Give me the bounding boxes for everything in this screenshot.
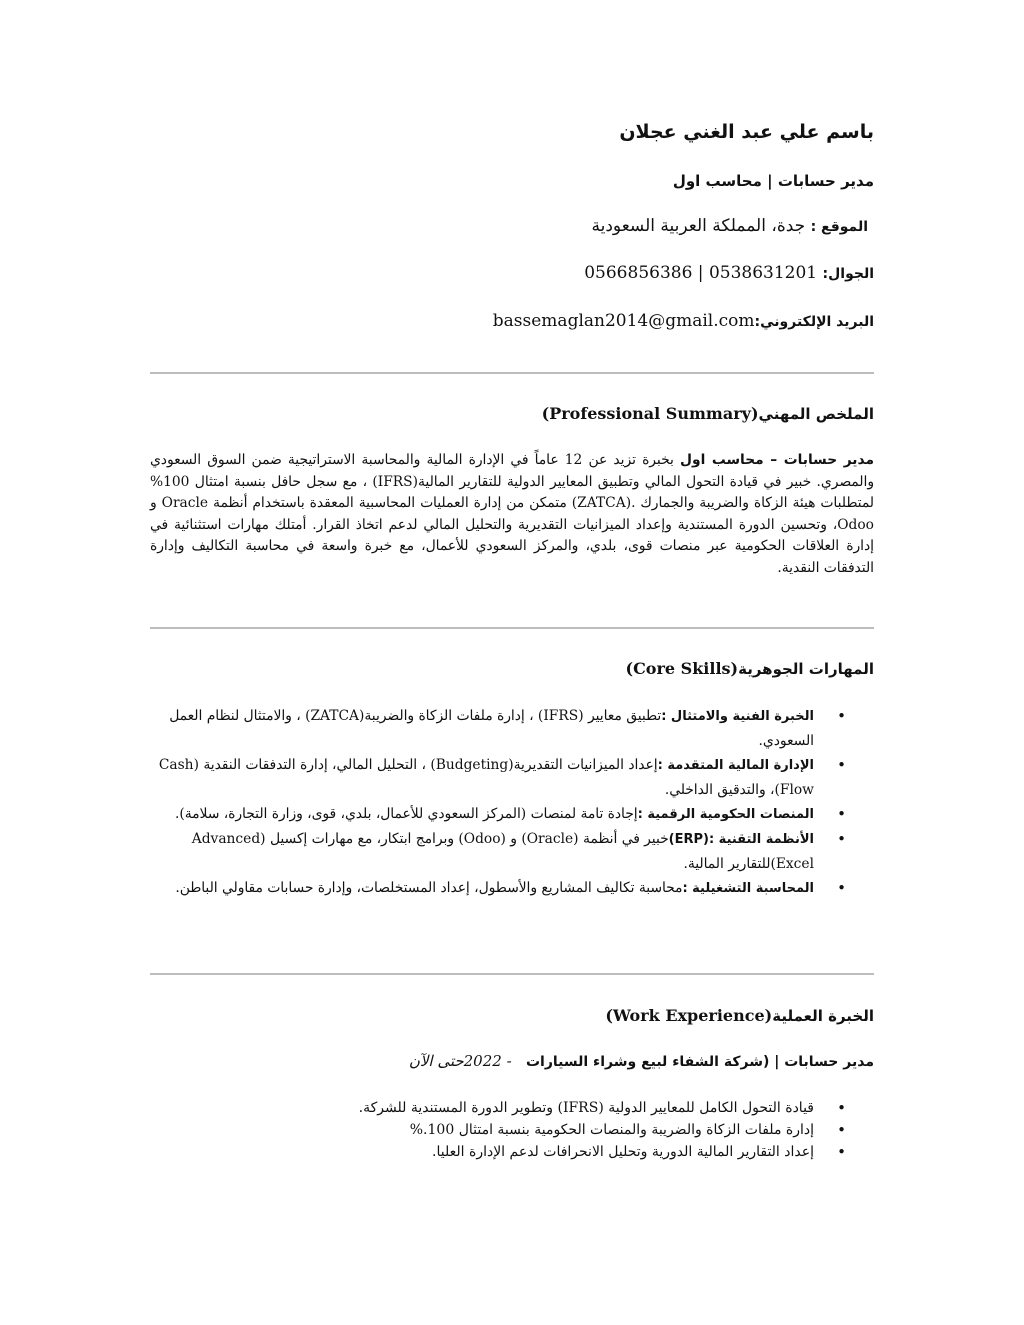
phone-value: 0538631201 | 0566856386 [584,263,818,283]
task-item: • إدارة ملفات الزكاة والضريبة والمنصات الحكومية بنسبة امتثال 100.% [150,1119,814,1141]
skill-text: إجادة تامة لمنصات (المركز السعودي للأعمال، بلدي، قوى، وزارة التجارة، سلامة). [174,806,638,822]
skill-item [150,802,814,827]
resume-page [150,0,874,1325]
phone-label: الجوال: [822,266,874,282]
location-line [592,216,868,236]
email-line [493,311,874,331]
experience-heading-en: (Work Experience) [605,1006,773,1025]
job-position: مدير حسابات | (شركة الشفاء لبيع وشراء السيارات [525,1054,874,1070]
candidate-name: باسم علي عبد الغني عجلان [619,121,874,143]
skill-key: الأنظمة التقنية :(ERP) [668,832,814,847]
skills-heading-en: (Core Skills) [625,659,739,678]
location-label: الموقع : [810,219,868,235]
email-label: البريد الإلكتروني: [754,314,874,330]
tasks-list [150,1097,814,1163]
experience-heading [605,1006,874,1025]
job-title: مدير حسابات | محاسب اول [672,172,874,190]
skills-heading [625,659,874,678]
email-value: bassemaglan2014@gmail.com [492,311,755,331]
task-item: • إعداد التقارير المالية الدورية وتحليل الانحرافات لدعم الإدارة العليا. [150,1141,814,1163]
summary-heading [542,404,874,423]
divider [150,627,874,629]
skill-key: المنصات الحكومية الرقمية : [637,807,814,822]
phone-line [584,263,874,283]
skills-list [150,704,814,901]
skill-text: إعداد الميزانيات التقديرية(Budgeting) ، التحليل المالي، إدارة التدفقات النقدية (Cash Flow)، والتدقيق الداخلي. [158,757,814,798]
summary-body: بخبرة تزيد عن 12 عاماً في الإدارة المالية والمحاسبة الاستراتيجية ضمن السوق السعودي والمصري. خبير في قيادة التحول المالي وتطبيق المعايير الدولية للتقارير المالية(IFRS) ، مع سجل حافل بنسبة امتثال 100% لمتطلبات هيئة الزكاة والضريبة والجمارك .(ZATCA) متمكن من إدارة العمليات المحاسبية المعقدة باستخدام أنظمة Oracle و Odoo، وتحسين الدورة المستندية وإعداد الميزانيات التقديرية والتحليل المالي لدعم اتخاذ القرار. أمتلك مهارات استثنائية في إدارة العلاقات الحكومية عبر منصات قوى، بلدي، والمركز السعودي للأعمال، مع خبرة واسعة في محاسبة التكاليف وإدارة التدفقات النقدية. [150,452,874,576]
skill-item [150,753,814,802]
skill-text: خبير في أنظمة (Oracle) و (Odoo) وبرامج ابتكار، مع مهارات إكسيل (Advanced Excel)للتقارير المالية. [191,831,814,872]
experience-heading-ar: الخبرة العملية [772,1007,874,1025]
summary-paragraph [150,450,874,579]
job-dates: - 2022حتى الآن [408,1052,512,1070]
divider [150,372,874,374]
location-value: جدة، المملكة العربية السعودية [591,216,806,236]
job-line [409,1052,874,1070]
skill-key: الإدارة المالية المتقدمة : [657,758,814,773]
skills-heading-ar: المهارات الجوهرية [738,660,874,678]
task-item: • قيادة التحول الكامل للمعايير الدولية (IFRS) وتطوير الدورة المستندية للشركة. [150,1097,814,1119]
skill-item [150,876,814,901]
skill-key: الخبرة الفنية والامتثال : [661,709,814,724]
skill-key: المحاسبة التشغيلية : [682,881,814,896]
skill-text: تطبيق معايير (IFRS) ، إدارة ملفات الزكاة والضريبة(ZATCA) ، والامتثال لنظام العمل السعودي. [169,708,814,749]
divider [150,973,874,975]
summary-lead: مدير حسابات – محاسب اول [680,452,874,468]
skill-item [150,704,814,753]
skill-item [150,827,814,876]
summary-heading-ar: الملخص المهني [758,405,874,423]
summary-heading-en: (Professional Summary) [541,404,759,423]
skill-text: محاسبة تكاليف المشاريع والأسطول، إعداد المستخلصات، وإدارة حسابات مقاولي الباطن. [175,880,683,896]
